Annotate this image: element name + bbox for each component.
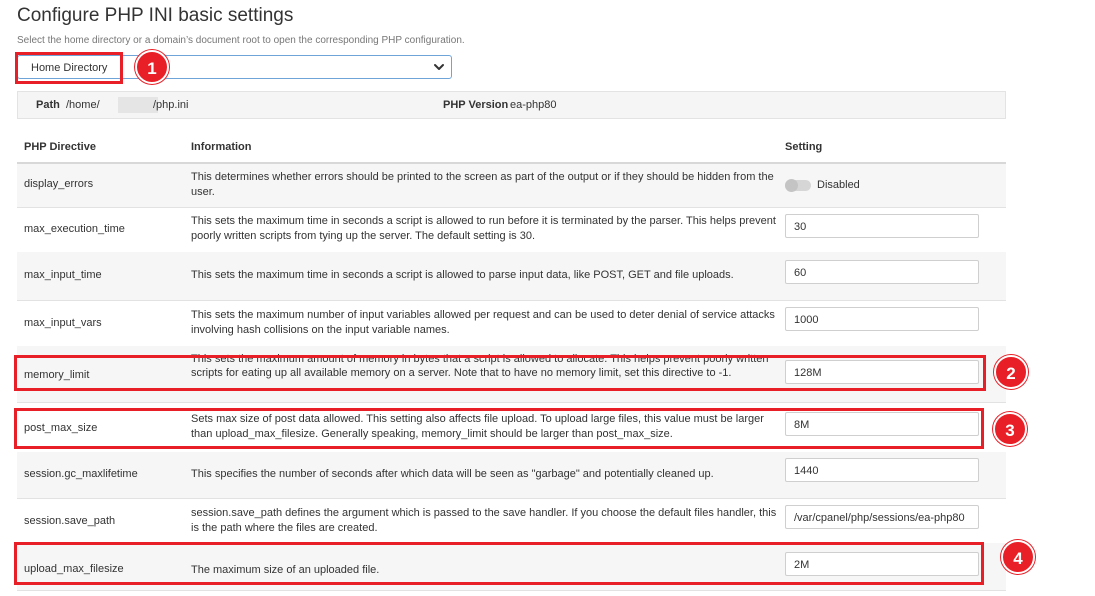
directive-info: Sets max size of post data allowed. This setting also affects file upload. To upload large files, this value must be larger than upload_max_filesize. Generally speaking, memory_limit should be larger than post_max_size. [191,413,764,440]
highlight-memory-limit [14,355,986,391]
directive-name: display_errors [24,178,94,190]
directive-name: session.gc_maxlifetime [24,468,138,480]
directive-name: upload_max_filesize [24,563,124,575]
directory-select-value: Home Directory [31,62,108,74]
redacted-username [118,97,158,113]
table-row [17,452,1006,499]
table-row [17,164,1006,208]
table-row [17,207,1006,253]
setting-value: 30 [794,221,807,233]
header-setting: Setting [785,141,823,153]
path-suffix: /php.ini [153,99,189,111]
directive-info: The maximum size of an uploaded file. [191,564,380,576]
path-prefix: /home/ [66,99,100,111]
directive-info: session.save_path defines the argument which is passed to the save handler. If you choose the default files handler, this is the path where the files are created. [191,507,777,534]
toggle-state-label: Disabled [817,179,860,191]
page-title: Configure PHP INI basic settings [17,5,294,26]
directive-info: This determines whether errors should be printed to the screen as part of the output or if they should be hidden from the user. [191,171,774,198]
directive-info: This sets the maximum number of input variables allowed per request and can be used to deter denial of service attacks involving hash collisions on the input variable names. [191,309,775,336]
setting-input[interactable] [785,307,979,331]
annotation-badge-1: 1 [135,50,169,84]
annotation-badge-3: 3 [993,412,1027,446]
highlight-upload-max-filesize [14,542,984,585]
php-version-value: ea-php80 [510,99,557,111]
setting-input[interactable] [785,260,979,284]
directive-name: max_input_time [24,269,102,281]
table-row [17,300,1006,347]
chevron-down-icon [433,61,445,73]
directive-name: max_input_vars [24,317,102,329]
display-errors-toggle[interactable] [785,180,811,191]
setting-value: 128M [794,367,822,379]
highlight-post-max-size [14,408,984,449]
directive-info: This sets the maximum time in seconds a script is allowed to run before it is terminated by the parser. This helps prevent poorly written scripts from tying up the server. The default setting is 30. [191,215,776,242]
setting-input[interactable] [785,458,979,482]
page-description: Select the home directory or a domain’s document root to open the corresponding PHP configuration. [17,35,465,46]
header-information: Information [191,141,252,153]
setting-value: 2M [794,559,810,571]
annotation-badge-4: 4 [1001,540,1035,574]
directive-info: This sets the maximum time in seconds a script is allowed to parse input data, like POST, GET and file uploads. [191,269,734,281]
directive-name: memory_limit [24,369,90,381]
directive-name: post_max_size [24,422,98,434]
table-row [17,252,1006,301]
path-label: Path [36,99,60,111]
table-row [17,498,1006,544]
setting-input[interactable] [785,214,979,238]
setting-value: /var/cpanel/php/sessions/ea-php80 [794,512,965,524]
setting-value: 60 [794,267,807,279]
header-directive: PHP Directive [24,141,96,153]
setting-input[interactable] [785,505,979,529]
php-version-label: PHP Version [443,99,509,111]
directive-info: This specifies the number of seconds after which data will be seen as "garbage" and potentially cleaned up. [191,468,714,480]
table-header [17,130,1006,164]
config-info-bar [17,91,1006,119]
setting-value: 1440 [794,465,819,477]
setting-value: 8M [794,419,810,431]
directive-name: session.save_path [24,515,116,527]
directive-info: This sets the maximum amount of memory in bytes that a script is allowed to allocate. This helps prevent poorly written scripts for eating up all available memory on a server. Note that to have no memory limit, set this directive to -1. [191,353,769,379]
toggle-knob [785,179,798,192]
annotation-badge-2: 2 [994,355,1028,389]
setting-value: 1000 [794,314,819,326]
directive-name: max_execution_time [24,223,125,235]
highlight-home-directory [15,52,123,84]
